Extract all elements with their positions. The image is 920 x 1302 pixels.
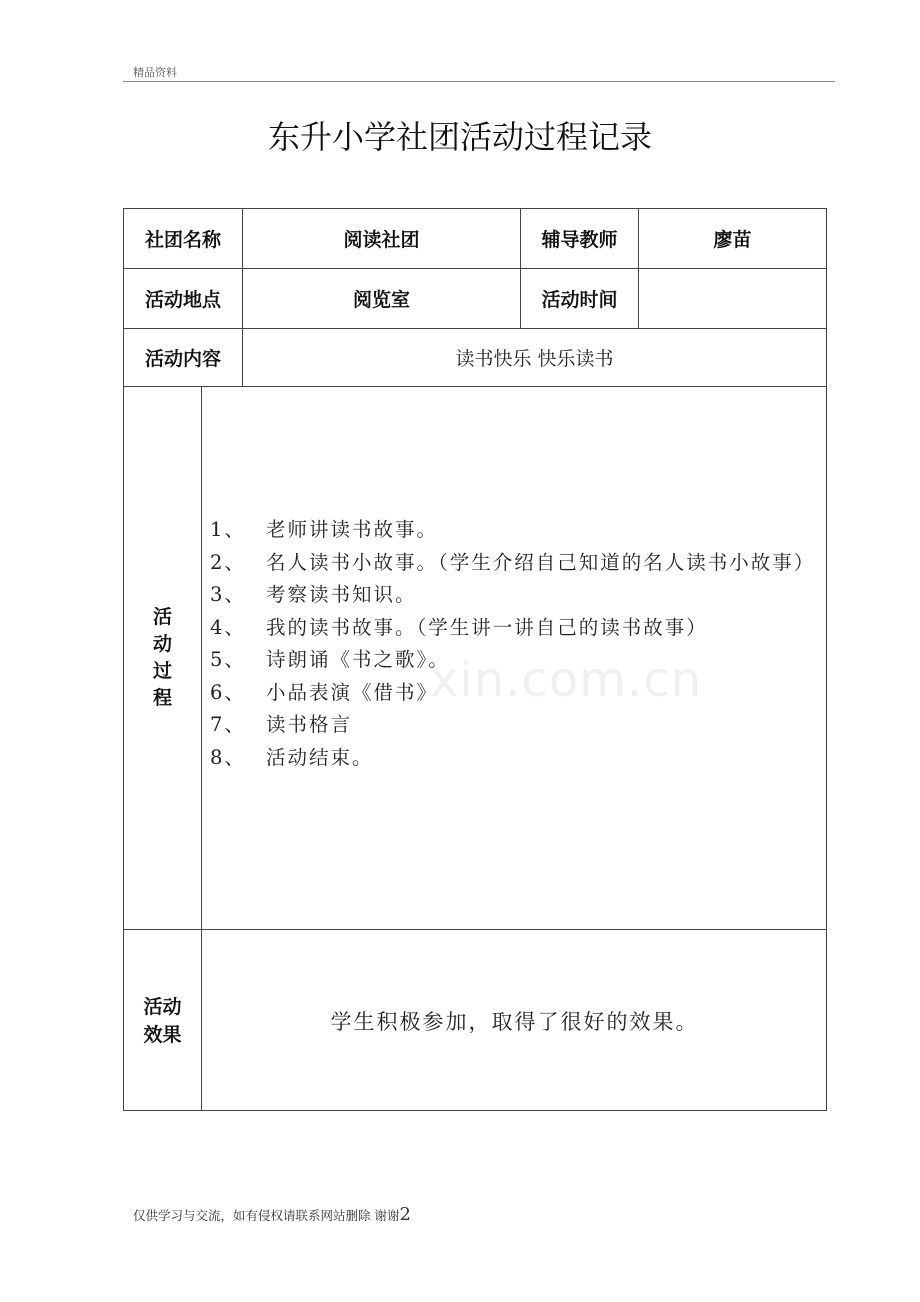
teacher-value: 廖苗 (713, 229, 752, 251)
content-label: 活动内容 (144, 348, 221, 370)
process-label-char: 动 (152, 633, 172, 655)
footer-text: 仅供学习与交流，如有侵权请联系网站删除 谢谢 (133, 1208, 400, 1223)
step-text: 老师讲读书故事。 (266, 518, 439, 541)
step-text: 小品表演《借书》 (266, 680, 439, 704)
effect-value: 学生积极参加，取得了很好的效果。 (330, 1009, 699, 1034)
time-value (639, 269, 826, 328)
process-label-char: 程 (152, 687, 172, 709)
header-label: 精品资料 (133, 66, 177, 79)
teacher-label: 辅导教师 (541, 229, 618, 251)
content-value: 读书快乐 快乐读书 (455, 348, 614, 370)
footer-note (133, 1204, 411, 1225)
step-text: 活动结束。 (266, 745, 374, 769)
effect-label-line: 效果 (143, 1023, 182, 1046)
location-label: 活动地点 (144, 289, 221, 311)
step-text: 名人读书小故事。（学生介绍自己知道的名人读书小故事） (266, 550, 816, 574)
page-title: 东升小学社团活动过程记录 (267, 118, 652, 156)
page-number: 2 (399, 1204, 411, 1225)
effect-label (124, 930, 201, 1111)
header-divider (123, 81, 835, 82)
time-label: 活动时间 (541, 289, 618, 311)
process-label-char: 活 (152, 606, 172, 628)
club-name-value: 阅读社团 (343, 229, 420, 251)
watermark: xin.com.cn (430, 652, 703, 708)
club-name-label: 社团名称 (144, 229, 221, 251)
step-number: 8、 (210, 745, 246, 769)
step-text: 我的读书故事。（学生讲一讲自己的读书故事） (266, 615, 708, 639)
list-item (210, 612, 816, 645)
step-number: 6、 (210, 680, 246, 704)
step-number: 1、 (210, 518, 246, 541)
list-item (210, 514, 816, 547)
step-text: 读书格言 (266, 713, 353, 736)
step-number: 7、 (210, 713, 246, 736)
step-number: 2、 (210, 550, 246, 574)
step-text: 诗朗诵《书之歌》。 (266, 648, 450, 671)
row-divider (123, 386, 827, 387)
location-value: 阅览室 (352, 289, 410, 311)
step-text: 考察读书知识。 (266, 583, 417, 606)
step-number: 3、 (210, 583, 246, 606)
step-number: 4、 (210, 615, 246, 639)
list-item (210, 547, 816, 580)
list-item (210, 709, 816, 742)
list-item (210, 579, 816, 612)
process-steps-list (210, 514, 816, 774)
process-label (124, 387, 201, 929)
process-label-char: 过 (152, 660, 172, 682)
step-number: 5、 (210, 648, 246, 671)
effect-label-line: 活动 (143, 995, 182, 1018)
list-item (210, 742, 816, 775)
